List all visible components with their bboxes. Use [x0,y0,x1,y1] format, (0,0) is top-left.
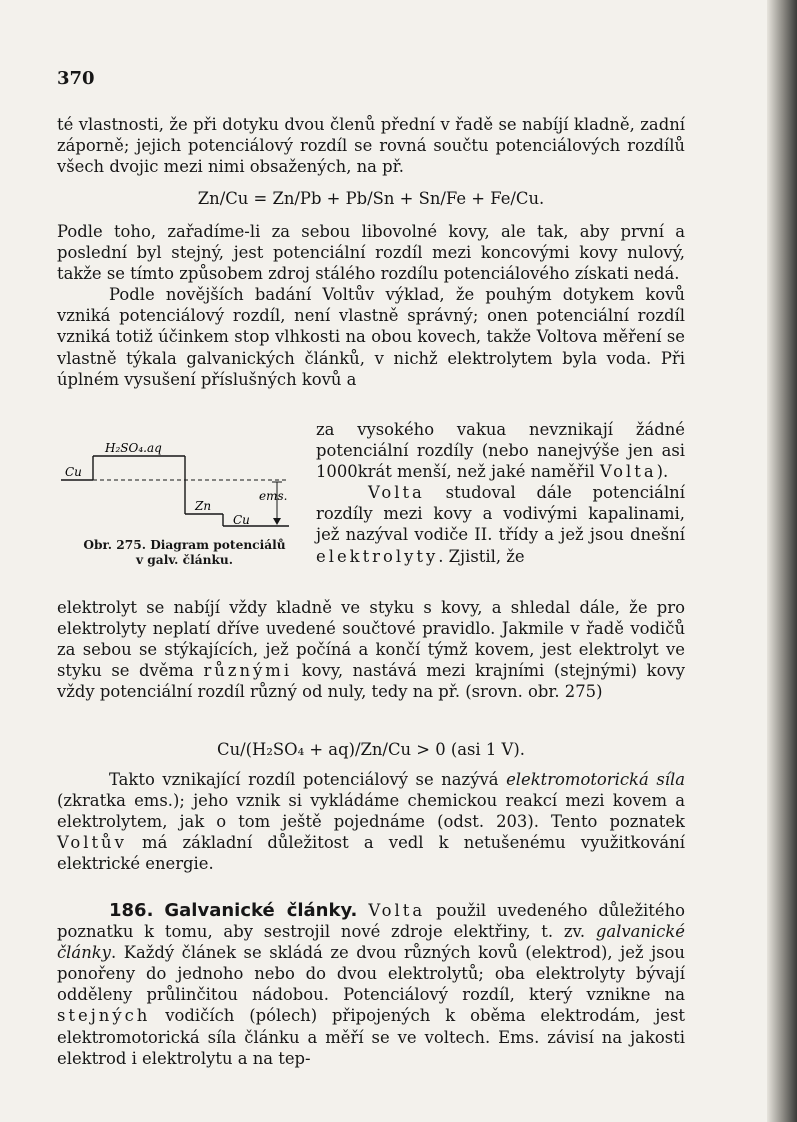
label-cu-left: Cu [65,465,82,479]
paragraph-4 [57,597,685,702]
page-number: 370 [57,68,95,89]
paragraph-1: té vlastnosti, že při dotyku dvou členů přední v řadě se nabíjí kladně, zadní záporně; jejich potenciálový rozdíl se rovná součtu potenciálových rozdílů všech dvojic mezi nimi obsažených, na př. [57,115,685,177]
figure-caption [57,538,312,568]
section-186 [57,900,685,1069]
label-cu-right: Cu [233,513,250,527]
wrap-paragraph-1 [316,419,685,482]
section-number: 186. [109,900,154,921]
section-paragraph [57,900,685,1069]
wrap-text-1 [316,419,685,567]
para5-term: elektromotorická síla [506,770,685,789]
para4-text-b: kovy, nastává mezi krajními (stejnými) kovy vždy potenciální rozdíl různý od nuly, tedy na př. (srovn. obr. 275) [57,661,685,702]
section-text-c: vodičích (pólech) připojených k oběma elektrodám, jest elektromotorická síla článku a měří se ve voltech. Ems. závisí na jakosti elektrod i elektrolytu a na tep- [57,1006,686,1068]
label-ems: ems. [259,489,288,503]
wrap2-text-b: . Zjistil, že [438,546,525,566]
section-term-1: galvanické články [57,922,685,963]
ems-arrow-head [273,518,281,525]
section-text-b: . Každý článek se skládá ze dvou různých kovů (elektrod), jež jsou ponořeny do jednoho nebo do dvou elektrolytů; oba elektrolyty bývají odděleny průlinčitou nádobou. Potenciálový rozdíl, který vznikne na [57,943,685,1005]
section-name-volta: Volta [368,901,426,920]
wrap2-term: elektrolyty [316,546,439,566]
text-block-middle [57,221,685,390]
paragraph-2: Podle toho, zařadíme-li za sebou libovolné kovy, ale tak, aby první a poslední byl stejný, jest potenciální rozdíl mezi koncovými kovy nulový, takže se tímto způsobem zdroj stálého rozdílu potenciálového získati nedá. [57,222,685,284]
text-block-top [57,114,685,177]
label-electrolyte: H₂SO₄.aq [105,441,162,455]
wrap1-name: Volta [599,462,657,482]
caption-line-2: v galv. článku. [135,553,234,567]
section-text-a: použil uvedeného důležitého poznatku k tomu, aby sestrojil nové zdroje elektřiny, t. zv. [57,901,685,942]
wrap1-end: ). [656,462,669,482]
page-edge [767,0,797,1122]
wrap2-text-a: studoval dále potenciální rozdíly mezi kovy a vodivými kapalinami, jež nazýval vodiče II. třídy a jež jsou dnešní [316,483,685,545]
para5-text-a: Takto vznikající rozdíl potenciálový se nazývá [109,770,499,789]
text-block-ems [57,769,685,874]
para4-text-a: elektrolyt se nabíjí vždy kladně ve styku s kovy, a shledal dále, že pro elektrolyty neplatí dříve uvedené součtové pravidlo. Jakmile v řadě vodičů za sebou se stýkajících, jež počíná a končí týmž kovem, jest elektrolyt ve styku se dvěma [57,598,685,681]
wrap2-name: Volta [368,483,425,503]
wrap-paragraph-2 [316,482,685,566]
section-term-2: stejných [57,1006,151,1026]
para5-name: Voltův [57,833,127,853]
paragraph-5 [57,769,685,874]
section-title: Galvanické články. [164,900,358,921]
equation-2: Cu/(H₂SO₄ + aq)/Zn/Cu > 0 (asi 1 V). [217,740,525,759]
paragraph-3: Podle novějších badání Voltův výklad, že pouhým dotykem kovů vzniká potenciálový rozdíl, není vlastně správný; onen potenciální rozdíl vzniká totiž účinkem stop vlhkosti na obou kovech, takže Voltova měření se vlastně týkala galvanických článků, v nichž elektrolytem byla voda. Při úplném vysušení příslušných kovů a [57,285,685,389]
para5-text-b: (zkratka ems.); jeho vznik si vykládáme chemickou reakcí mezi kovem a elektrolytem, jak o tom ještě pojednáme (odst. 203). Tento poznatek [57,791,685,832]
label-zn: Zn [195,499,212,513]
equation-1: Zn/Cu = Zn/Pb + Pb/Sn + Sn/Fe + Fe/Cu. [197,189,545,208]
caption-line-1: Obr. 275. Diagram potenciálů [83,538,286,552]
wrap1-text: za vysokého vakua nevznikají žádné potenciální rozdíly (nebo nanejvýše jen asi 1000krát menší, než jaké naměřil [316,420,685,482]
text-block-lower [57,597,685,702]
para4-term: různými [203,661,293,681]
para5-text-c: má základní důležitost a vedl k netušenému využitkování elektrické energie. [57,833,685,874]
